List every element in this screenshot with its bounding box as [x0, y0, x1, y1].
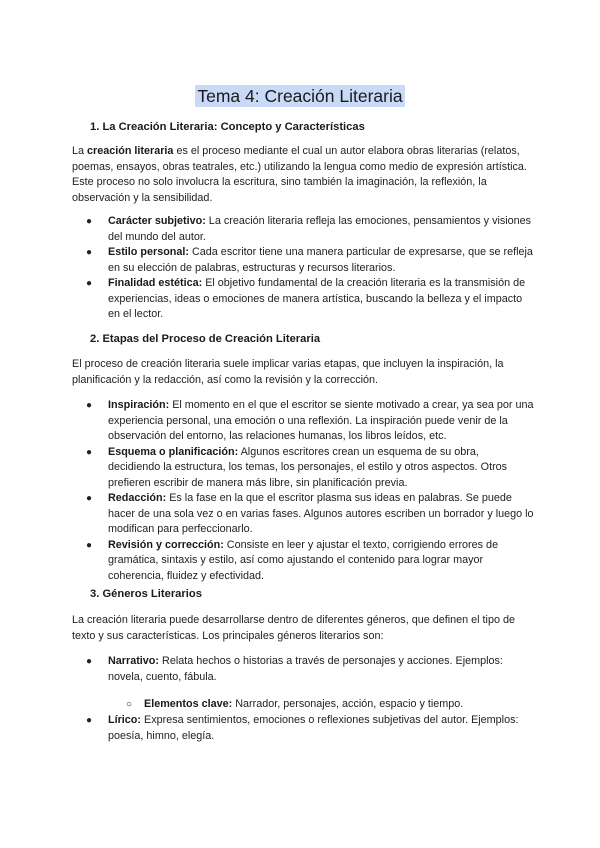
section-3-list-2 — [72, 713, 534, 744]
intro-pre: La — [72, 145, 88, 157]
section-2-intro: El proceso de creación literaria suele implicar varias etapas, que incluyen la inspiración, la planificación y la redacción, así como la revisión y la corrección. — [72, 358, 504, 386]
item-term: Lírico: — [108, 714, 141, 726]
title-wrap — [0, 86, 600, 107]
bullet-icon: ● — [86, 216, 93, 227]
item-term: Narrativo: — [108, 655, 160, 667]
item-term: Carácter subjetivo: — [108, 215, 206, 227]
sub-list-item — [72, 697, 534, 713]
intro-post: es el proceso mediante el cual un autor elabora obras literarias (relatos, poemas, ensayos, obras teatrales, etc.) utilizando la lengua como medio de expresión artística. Este proceso no solo involucra la escritura, sino también la imaginación, la reflexión, la observación y la sensibilidad. — [72, 145, 527, 204]
item-term: Inspiración: — [108, 399, 170, 411]
bullet-icon: ● — [86, 539, 93, 551]
item-term: Estilo personal: — [108, 246, 189, 258]
list-item — [72, 214, 534, 245]
item-term: Revisión y corrección: — [108, 538, 224, 551]
section-3-list — [72, 654, 534, 685]
sub-bullet-icon: ○ — [126, 699, 133, 710]
section-2-heading: 2. Etapas del Proceso de Creación Literaria — [90, 333, 321, 345]
item-text: El objetivo fundamental de la creación literaria es la transmisión de experiencias, ideas o emociones de manera artística, buscando la belleza y el impacto en el lector. — [108, 277, 526, 320]
list-item — [72, 491, 534, 538]
list-item — [72, 713, 534, 744]
item-term: Finalidad estética: — [108, 277, 203, 289]
section-1-heading: 1. La Creación Literaria: Concepto y Características — [90, 121, 365, 133]
list-item — [72, 276, 534, 323]
bullet-icon: ● — [86, 715, 93, 726]
item-text: Es la fase en la que el escritor plasma sus ideas en palabras. Se puede hacer de una sola vez o en varias fases. Algunos autores escriben un borrador y luego lo modifican para perfeccionarlo. — [108, 492, 534, 535]
bullet-icon: ● — [86, 278, 93, 289]
item-term: Elementos clave: — [144, 698, 233, 710]
bullet-icon: ● — [86, 656, 93, 667]
item-text: Consiste en leer y ajustar el texto, corrigiendo errores de gramática, sintaxis y estilo, así como ajustando el contenido para lograr mayor coherencia, fluidez y efectividad. — [108, 538, 499, 582]
section-2-list — [72, 398, 534, 584]
list-item — [72, 245, 534, 276]
item-term: Redacción: — [108, 492, 167, 504]
item-text: Narrador, personajes, acción, espacio y tiempo. — [232, 698, 464, 710]
item-text: El momento en el que el escritor se siente motivado a crear, ya sea por una experiencia personal, una emoción o una reflexión. La inspiración puede venir de la observación del entorno, las relaciones humanas, los libros leídos, etc. — [108, 399, 534, 442]
list-item — [72, 398, 534, 445]
item-text: Algunos escritores crean un esquema de su obra, decidiendo la estructura, los temas, los personajes, el estilo y otros aspectos. Otros prefieren escribir de manera más libre, sin planificación previa. — [108, 445, 508, 489]
list-item — [72, 445, 534, 492]
section-3-sublist — [72, 697, 534, 713]
bullet-icon: ● — [86, 493, 93, 504]
list-item — [72, 538, 534, 585]
item-text: Cada escritor tiene una manera particular de expresarse, que se refleja en su elección de palabras, estructuras y recursos literarios. — [108, 246, 533, 274]
intro-bold: creación literaria — [87, 145, 174, 157]
item-text: La creación literaria refleja las emociones, pensamientos y visiones del mundo del autor. — [108, 215, 532, 243]
list-item — [72, 654, 534, 685]
page-title: Tema 4: Creación Literaria — [197, 86, 403, 106]
bullet-icon: ● — [86, 400, 93, 411]
section-3-heading: 3. Géneros Literarios — [90, 588, 202, 600]
bullet-icon: ● — [86, 446, 93, 458]
item-term: Esquema o planificación: — [108, 445, 239, 458]
section-1-intro — [72, 144, 534, 206]
section-3-intro: La creación literaria puede desarrollarse dentro de diferentes géneros, que definen el tipo de texto y sus características. Los principales géneros literarios son: — [72, 614, 515, 642]
section-1-list — [72, 214, 534, 323]
item-text: Expresa sentimientos, emociones o reflexiones subjetivas del autor. Ejemplos: poesía, himno, elegía. — [108, 714, 519, 742]
bullet-icon: ● — [86, 247, 93, 258]
item-text: Relata hechos o historias a través de personajes y acciones. Ejemplos: novela, cuento, fábula. — [108, 655, 503, 683]
